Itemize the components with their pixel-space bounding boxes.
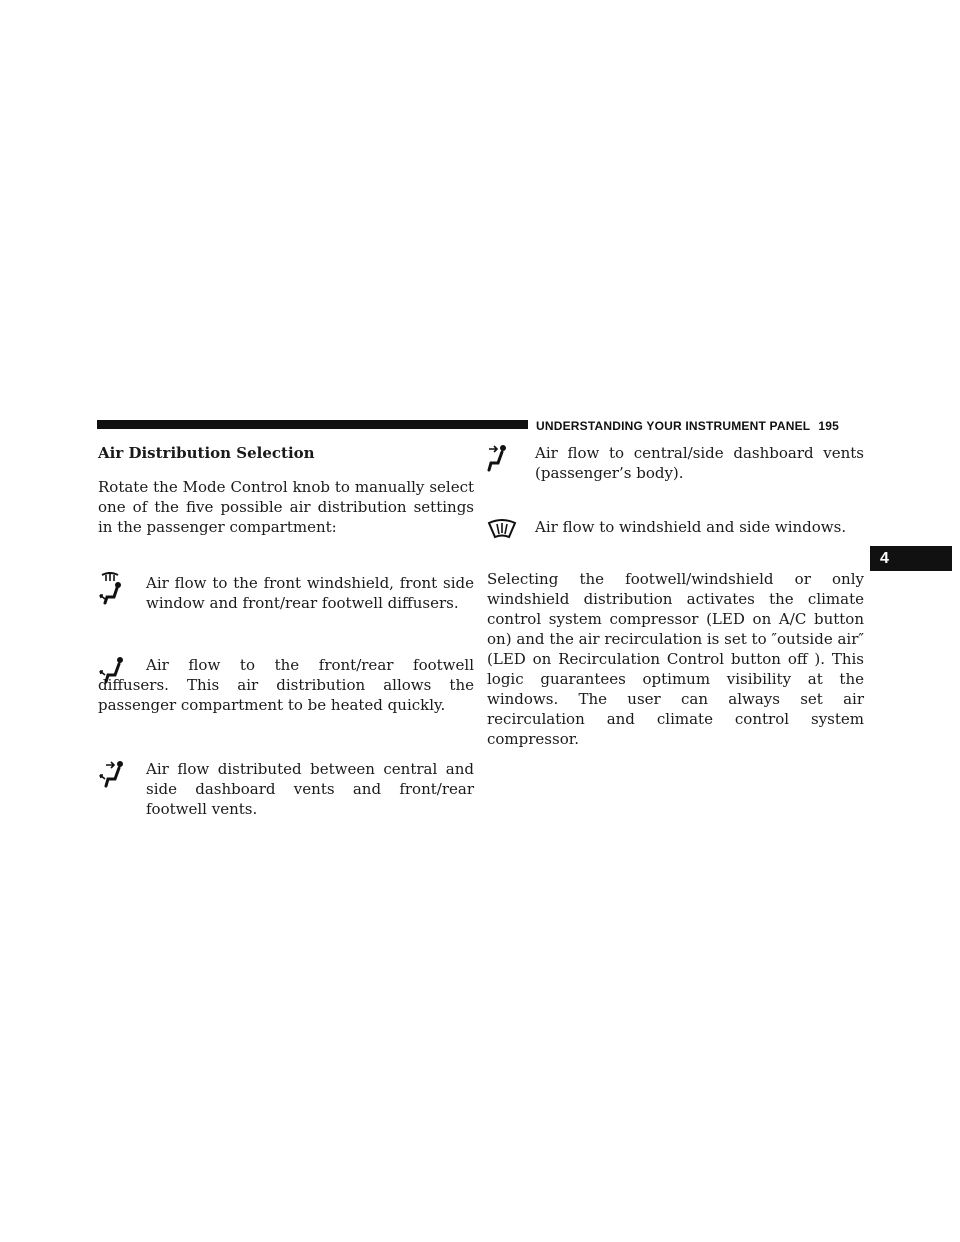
defrost-icon	[487, 517, 517, 551]
chapter-tab: 4	[870, 546, 952, 571]
mode-windshield-footwell	[98, 573, 474, 613]
intro-paragraph: Rotate the Mode Control knob to manually select one of the five possible air distribution settings in the passenger compartment:	[98, 478, 474, 536]
bilevel-icon	[98, 759, 128, 793]
dashboard-vents-icon	[487, 443, 517, 477]
header-rule	[97, 420, 528, 429]
section-title: UNDERSTANDING YOUR INSTRUMENT PANEL	[536, 419, 811, 433]
mode-dashboard-vents	[487, 443, 864, 483]
windshield-footwell-icon	[98, 571, 128, 605]
mode-description: Air flow to the front/rear footwell diffusers. This air distribution allows the passenger compartment to be heated quickly.	[98, 656, 474, 714]
page-number: 195	[818, 419, 839, 433]
left-column	[98, 443, 474, 819]
body-paragraph: Selecting the footwell/windshield or only windshield distribution activates the climate control system compressor (LED on A/C button on) and the air recirculation is set to ″outside air″ (LED on Recirculation Control button off ). This logic guarantees optimum visibility at the windows. The user can always set air recirculation and climate control system compressor.	[487, 570, 864, 748]
mode-description: Air flow distributed between central and side dashboard vents and front/rear footwell vents.	[146, 760, 474, 818]
right-column	[487, 443, 864, 749]
mode-bilevel	[98, 759, 474, 819]
mode-footwell	[98, 655, 474, 715]
mode-description: Air flow to central/side dashboard vents (passenger’s body).	[535, 444, 864, 482]
footwell-icon	[98, 655, 128, 689]
running-head	[536, 419, 839, 433]
mode-description: Air flow to the front windshield, front side window and front/rear footwell diffusers.	[146, 574, 474, 612]
section-heading: Air Distribution Selection	[98, 444, 315, 462]
mode-description: Air flow to windshield and side windows.	[535, 518, 847, 536]
mode-defrost	[487, 517, 864, 557]
